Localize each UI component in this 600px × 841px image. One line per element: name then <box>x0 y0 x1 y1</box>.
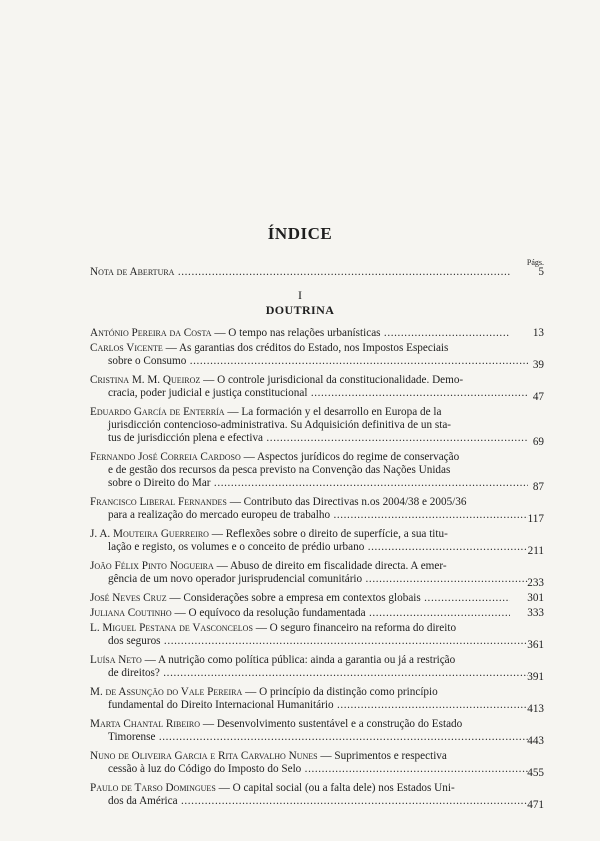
toc-entry-title-line: para a realização do mercado europeu de trabalho <box>108 509 331 522</box>
toc-entry-label: Nota de Abertura <box>90 266 175 278</box>
toc-entry-author: Juliana Coutinho <box>90 607 172 619</box>
toc-entry-page: 391 <box>527 670 544 683</box>
toc-entry-author: J. A. Mouteira Guerreiro <box>90 528 209 541</box>
section-number: I <box>298 288 302 302</box>
toc-entry-title-line: — Considerações sobre a empresa em contextos globais <box>169 592 421 605</box>
toc-entry-page: 5 <box>538 266 544 278</box>
toc-entry-title-line: cessão à luz do Código do Imposto do Selo <box>108 762 302 775</box>
toc-entry-author: João Félix Pinto Nogueira <box>90 560 214 573</box>
toc-entry-page: 413 <box>527 702 544 715</box>
toc-entry-page: 47 <box>532 390 544 403</box>
toc-entry[interactable] <box>90 749 544 779</box>
toc-entry-title-line: — O capital social (ou a falta dele) nos Estados Uni- <box>218 781 455 794</box>
toc-entry[interactable] <box>90 653 544 683</box>
toc-entry-author: Paulo de Tarso Domingues <box>90 781 216 794</box>
toc-entry-opening[interactable] <box>90 266 544 279</box>
toc-entry-author: L. Miguel Pestana de Vasconcelos <box>90 621 253 634</box>
toc-entry-author: Luísa Neto <box>90 653 142 666</box>
toc-entry-page: 13 <box>532 327 544 339</box>
toc-entry[interactable] <box>90 451 544 494</box>
toc-entry-page: 87 <box>532 481 544 494</box>
toc-entry-author: Marta Chantal Ribeiro <box>90 717 201 730</box>
toc-entry-page: 443 <box>527 734 544 747</box>
toc-entry-title-line: jurisdicción contencioso-administrativa. Su Adquisición definitiva de un sta- <box>108 418 452 431</box>
toc-entry-title-line: e de gestão dos recursos da pesca previsto na Convenção das Nações Unidas <box>108 464 451 477</box>
toc-entry-page: 39 <box>532 358 544 371</box>
toc-entry-page: 211 <box>527 545 544 558</box>
pages-column-label: Págs. <box>526 258 544 267</box>
toc-entry-title-line: dos seguros <box>108 634 161 647</box>
toc-entry-title-line: — Abuso de direito em fiscalidade directa. A emer- <box>216 560 447 573</box>
toc-entry-page: 233 <box>527 577 544 590</box>
toc-entry[interactable] <box>90 373 544 403</box>
toc-entry-title-line: — O seguro financeiro na reforma do direito <box>255 621 457 634</box>
toc-entry-author: M. de Assunção do Vale Pereira <box>90 685 243 698</box>
toc-entry[interactable] <box>90 528 544 558</box>
toc-entry-page: 471 <box>527 798 544 811</box>
page-title: ÍNDICE <box>267 224 333 243</box>
toc-entry[interactable] <box>90 685 544 715</box>
toc-entry-author: José Neves Cruz <box>90 592 167 605</box>
toc-entry-author: Eduardo García de Enterría <box>90 405 225 418</box>
toc-entry-title-line: — O princípio da distinção como princípio <box>245 685 438 698</box>
toc-entry-title-line: — O tempo nas relações urbanísticas <box>214 327 381 339</box>
toc-entry-title-line: — Desenvolvimento sustentável e a construção do Estado <box>202 717 463 730</box>
toc-entry-title-line: — Reflexões sobre o direito de superfície, a sua titu- <box>211 528 448 541</box>
toc-entry-title-line: — As garantias dos créditos do Estado, nos Impostos Especiais <box>165 341 449 354</box>
toc-entry-author: Carlos Vicente <box>90 341 163 354</box>
toc-entry-author: Cristina M. M. Queiroz <box>90 373 201 386</box>
toc-entry[interactable] <box>90 717 544 747</box>
toc-entry-author: Nuno de Oliveira Garcia e Rita Carvalho Nunes <box>90 749 318 762</box>
toc-entry-title-line: gência de um novo operador jurisprudencial comunitário <box>108 573 363 586</box>
toc-entry-title-line: sobre o Consumo <box>108 354 187 367</box>
toc-entry-title-line: — Aspectos jurídicos do regime de conservação <box>243 451 460 463</box>
toc-entry-title-line: Timorense <box>108 730 156 743</box>
toc-entry[interactable] <box>90 781 544 811</box>
toc-entry-page: 361 <box>527 638 544 651</box>
toc-entry-page: 117 <box>527 513 544 526</box>
toc-entry[interactable] <box>90 621 544 651</box>
toc-entry-author: Fernando José Correia Cardoso <box>90 451 241 463</box>
toc-entry[interactable] <box>90 327 544 340</box>
toc-entry-title-line: — A nutrição como política pública: ainda a garantia ou já a restrição <box>144 653 456 666</box>
toc-entry-title-line: cracia, poder judicial e justiça constitucional <box>108 386 308 399</box>
toc-entry[interactable] <box>90 560 544 590</box>
toc-entry-title-line: — O equívoco da resolução fundamentada <box>174 607 366 619</box>
toc-entry-author: Francisco Liberal Fernandes <box>90 496 227 509</box>
toc-entry-page: 69 <box>532 436 544 449</box>
section-title: DOUTRINA <box>265 303 335 317</box>
toc-entry[interactable] <box>90 607 544 620</box>
toc-entry-page: 455 <box>527 766 544 779</box>
toc-entry-title-line: tus de jurisdicción plena e efectiva <box>108 432 264 445</box>
toc-entry-title-line: fundamental do Direito Internacional Humanitário <box>108 698 334 711</box>
toc-entry-title-line: — Suprimentos e respectiva <box>320 749 447 762</box>
toc-entry-page: 301 <box>527 592 544 605</box>
toc-entry-title-line: sobre o Direito do Mar <box>108 477 211 490</box>
toc-entry[interactable] <box>90 341 544 371</box>
toc-entry-title-line: — O controle jurisdicional da constitucionalidade. Demo- <box>203 373 464 386</box>
toc-entry-title-line: de direitos? <box>108 666 160 679</box>
toc-entry[interactable] <box>90 496 544 526</box>
toc-entry-title-line: — La formación y el desarrollo en Europa de la <box>227 405 442 418</box>
toc-entry-title-line: dos da América <box>108 794 178 807</box>
toc-entry-title-line: lação e registo, os volumes e o conceito de prédio urbano <box>108 541 365 554</box>
toc-entry[interactable] <box>90 592 544 605</box>
toc-entry-title-line: — Contributo das Directivas n.os 2004/38 e 2005/36 <box>229 496 467 509</box>
toc-entry-author: António Pereira da Costa <box>90 327 212 339</box>
toc-entry[interactable] <box>90 405 544 449</box>
toc-entry-page: 333 <box>527 607 544 619</box>
